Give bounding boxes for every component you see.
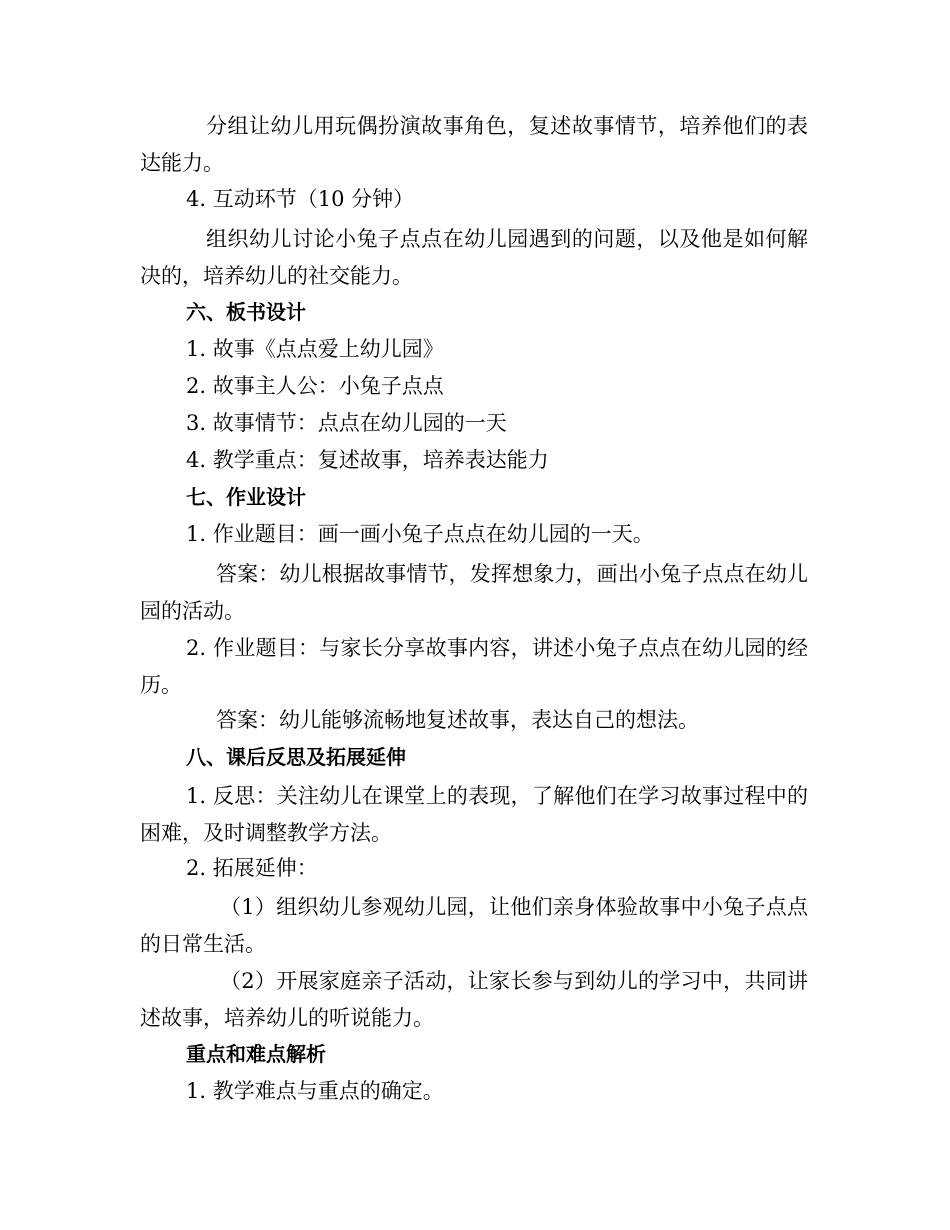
extension-item-1: （1）组织幼儿参观幼儿园，让他们亲身体验故事中小兔子点点的日常生活。 <box>140 895 808 956</box>
reflection-paragraph: 1. 反思：关注幼儿在课堂上的表现，了解他们在学习故事过程中的困难，及时调整教学方法。 <box>140 784 808 845</box>
extension-label: 2. 拓展延伸： <box>186 856 318 880</box>
key-point-item-1: 1. 教学难点与重点的确定。 <box>186 1079 444 1103</box>
paragraph-puppet-retelling: 分组让幼儿用玩偶扮演故事角色，复述故事情节，培养他们的表达能力。 <box>140 114 808 175</box>
extension-item-2: （2）开展家庭亲子活动，让家长参与到幼儿的学习中，共同讲述故事，培养幼儿的听说能力。 <box>140 969 808 1030</box>
board-item-protagonist: 2. 故事主人公：小兔子点点 <box>186 374 444 398</box>
board-item-plot: 3. 故事情节：点点在幼儿园的一天 <box>186 411 507 435</box>
homework-answer-1: 答案：幼儿根据故事情节，发挥想象力，画出小兔子点点在幼儿园的活动。 <box>140 562 808 623</box>
homework-answer-2: 答案：幼儿能够流畅地复述故事，表达自己的想法。 <box>216 708 699 732</box>
board-item-teaching-focus: 4. 教学重点：复述故事，培养表达能力 <box>186 448 549 472</box>
paragraph-discussion: 组织幼儿讨论小兔子点点在幼儿园遇到的问题，以及他是如何解决的，培养幼儿的社交能力。 <box>140 227 808 288</box>
section-heading-board-design: 六、板书设计 <box>186 300 306 324</box>
homework-question-1: 1. 作业题目：画一画小兔子点点在幼儿园的一天。 <box>186 522 654 546</box>
section-heading-key-difficult-points: 重点和难点解析 <box>186 1042 326 1066</box>
homework-question-2: 2. 作业题目：与家长分享故事内容，讲述小兔子点点在幼儿园的经历。 <box>140 636 808 697</box>
board-item-story: 1. 故事《点点爱上幼儿园》 <box>186 337 444 361</box>
section-heading-homework-design: 七、作业设计 <box>186 485 306 509</box>
list-item-interaction-session: 4. 互动环节（10 分钟） <box>186 187 415 211</box>
section-heading-reflection-extension: 八、课后反思及拓展延伸 <box>186 745 406 769</box>
